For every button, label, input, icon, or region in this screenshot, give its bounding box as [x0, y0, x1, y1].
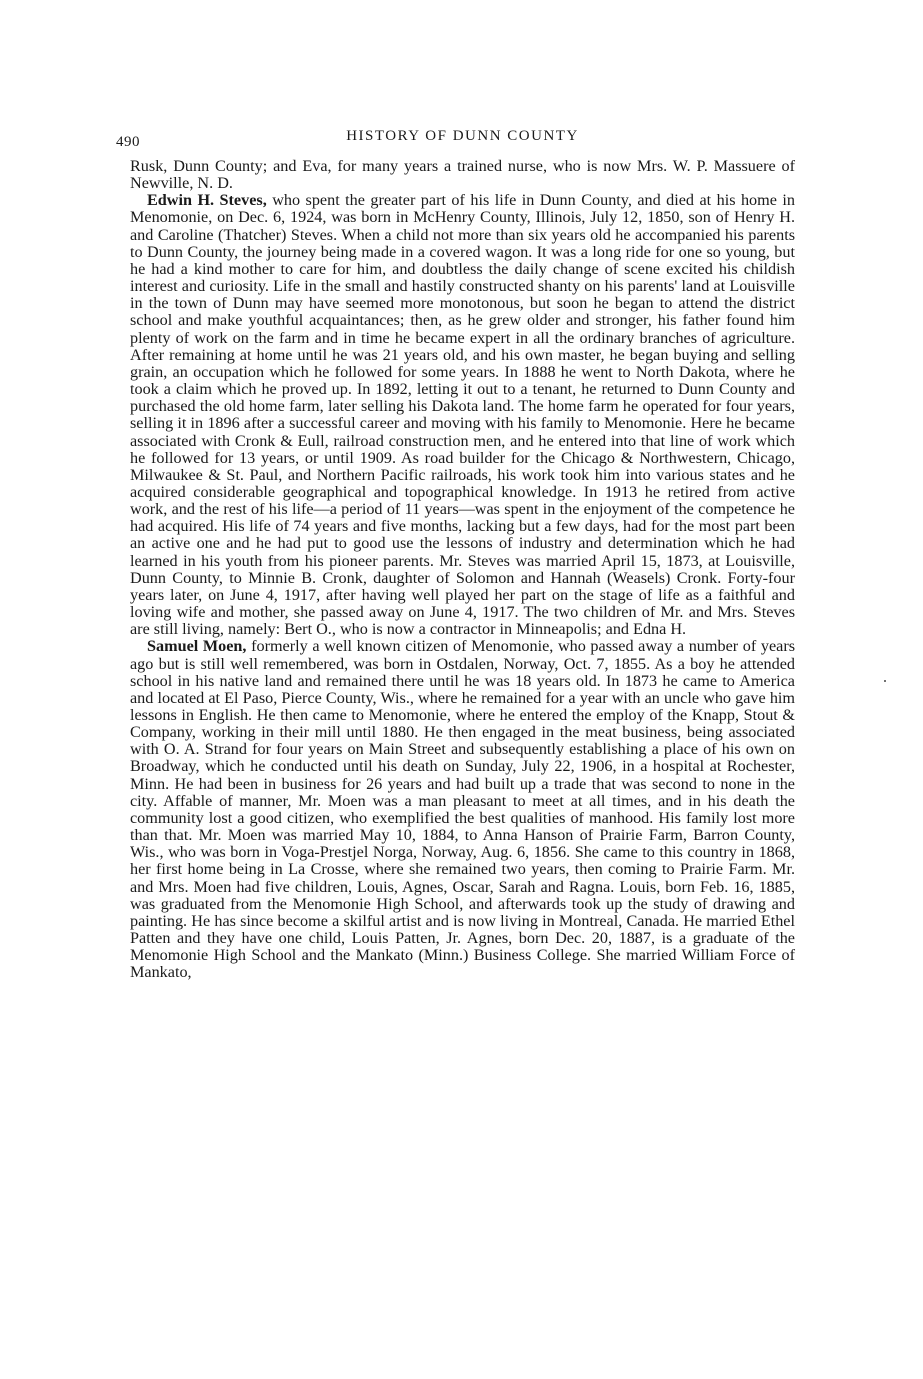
running-head: HISTORY OF DUNN COUNTY [346, 128, 579, 144]
paragraph-text: who spent the greater part of his life in Dunn County, and died at his home in Menomonie, on Dec. 6, 1924, was born in McHenry County, Illinois, July 12, 1850, son of Henry H. and Caroline (Thatcher) Steves. When a child not more than six years old he accompanied his parents to Dunn County, the journey being made in a covered wagon. It was a long ride for one so young, but he had a kind mother to care for him, and doubtless the daily change of scene excited his childish interest and curiosity. Life in the small and hastily constructed shanty on his parents' land at Louisville in the town of Dunn may have seemed more monotonous, but soon he began to attend the district school and make youthful acquaintances; then, as he grew older and stronger, his father found him plenty of work on the farm and in time he became expert in all the ordinary branches of agriculture. After remaining at home until he was 21 years old, and his own master, he began buying and selling grain, an occupation which he followed for some years. In 1888 he went to North Dakota, where he took a claim which he proved up. In 1892, letting it out to a tenant, he returned to Dunn County and purchased the old home farm, later selling his Dakota land. The home farm he operated for four years, selling it in 1896 after a successful career and moving with his family to Menomonie. Here he became associated with Cronk & Eull, railroad construction men, and he entered into that line of work which he followed for 13 years, or until 1909. As road builder for the Chicago & Northwestern, Chicago, Milwaukee & St. Paul, and Northern Pacific railroads, his work took him into various states and he acquired considerable geographical and topographical knowledge. In 1913 he retired from active work, and the rest of his life—a period of 11 years—was spent in the enjoyment of the competence he had acquired. His life of 74 years and five months, lacking but a few days, had for the most part been an active one and he had put to good use the lessons of industry and determination which he had learned in his youth from his pioneer parents. Mr. Steves was married April 15, 1873, at Louisville, Dunn County, to Minnie B. Cronk, daughter of Solomon and Hannah (Weasels) Cronk. Forty-four years later, on June 4, 1917, after having well played her part on the stage of life as a faithful and loving wife and mother, she passed away on June 4, 1917. The two children of Mr. and Mrs. Steves are still living, namely: Bert O., who is now a contractor in Minneapolis; and Edna H. [130, 191, 795, 639]
paragraph-edwin-steves [130, 192, 795, 638]
paragraph-continuation [130, 158, 795, 192]
paragraph-text: Rusk, Dunn County; and Eva, for many years a trained nurse, who is now Mrs. W. P. Massuere of Newville, N. D. [130, 157, 795, 193]
book-page [116, 124, 796, 982]
biography-name: Edwin H. Steves, [147, 191, 267, 210]
paragraph-samuel-moen [130, 638, 795, 981]
page-header [116, 124, 795, 150]
paragraph-text: formerly a well known citizen of Menomonie, who passed away a number of years ago but is still well remembered, was born in Ostdalen, Norway, Oct. 7, 1855. As a boy he attended school in his native land and remained there until he was 18 years old. In 1873 he came to America and located at El Paso, Pierce County, Wis., where he remained for a year with an uncle who gave him lessons in English. He then came to Menomonie, where he entered the employ of the Knapp, Stout & Company, working in their mill until 1880. He then engaged in the meat business, being associated with O. A. Strand for four years on Main Street and subsequently establishing a place of his own on Broadway, which he conducted until his death on Sunday, July 22, 1906, in a hospital at Rochester, Minn. He had been in business for 26 years and had built up a trade that was second to none in the city. Affable of manner, Mr. Moen was a man pleasant to meet at all times, and in his death the community lost a good citizen, who exemplified the best qualities of manhood. His family lost more than that. Mr. Moen was married May 10, 1884, to Anna Hanson of Prairie Farm, Barron County, Wis., who was born in Voga-Prestjel Norga, Norway, Aug. 6, 1856. She came to this country in 1868, her first home being in La Crosse, where she remained two years, then coming to Prairie Farm. Mr. and Mrs. Moen had five children, Louis, Agnes, Oscar, Sarah and Ragna. Louis, born Feb. 16, 1885, was graduated from the Menomonie High School, and afterwards took up the study of drawing and painting. He has since become a skilful artist and is now living in Montreal, Canada. He married Ethel Patten and they have one child, Louis Patten, Jr. Agnes, born Dec. 20, 1887, is a graduate of the Menomonie High School and the Mankato (Minn.) Business College. She married William Force of Mankato, [130, 637, 796, 982]
body-text [130, 158, 795, 982]
biography-name: Samuel Moen, [147, 637, 247, 656]
page-number: 490 [116, 134, 140, 150]
margin-speck [884, 680, 886, 682]
